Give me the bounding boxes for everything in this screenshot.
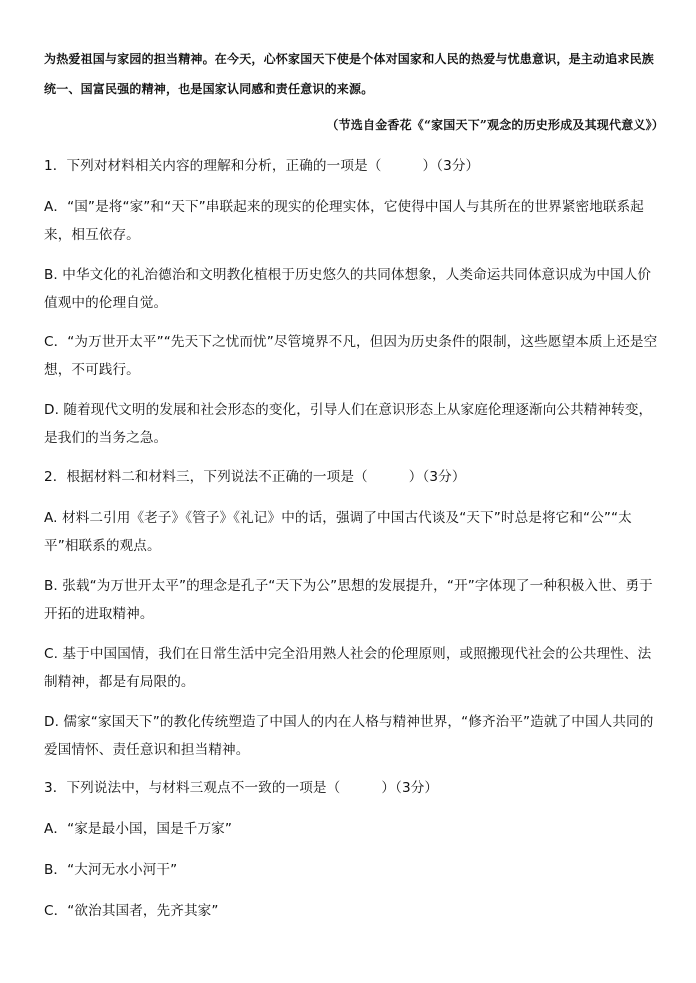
passage-text: 为热爱祖国与家园的担当精神。在今天，心怀家国天下使是个体对国家和人民的热爱与忧患意识，是主动追求民族统一、国富民强的精神，也是国家认同感和责任意识的来源。 — [44, 52, 655, 96]
question-2-stem: 2．根据材料二和材料三，下列说法不正确的一项是（ ）（3分） — [44, 469, 466, 485]
question-1-option-b: B. 中华文化的礼治德治和文明教化植根于历史悠久的共同体想象，人类命运共同体意识成为中国人价值观中的伦理自觉。 — [44, 267, 652, 311]
question-1-option-c: C．“为万世开太平”“先天下之忧而忧”尽管境界不凡，但因为历史条件的限制，这些愿望本质上还是空想，不可践行。 — [44, 334, 658, 378]
passage-source: （节选自金香花《“家国天下”观念的历史形成及其现代意义》） — [326, 118, 664, 132]
question-3-stem: 3．下列说法中，与材料三观点不一致的一项是（ ）（3分） — [44, 780, 439, 796]
question-2-option-c: C. 基于中国国情，我们在日常生活中完全沿用熟人社会的伦理原则，或照搬现代社会的公共理性、法制精神，都是有局限的。 — [44, 646, 652, 690]
question-2-option-a: A. 材料二引用《老子》《管子》《礼记》中的话，强调了中国古代谈及“天下”时总是将它和“公”“太平”相联系的观点。 — [44, 510, 632, 554]
question-2-option-b: B. 张载“为万世开太平”的理念是孔子“天下为公”思想的发展提升，“开”字体现了一种积极入世、勇于开拓的进取精神。 — [44, 578, 653, 622]
question-3-option-a: A．“家是最小国，国是千万家” — [44, 821, 233, 837]
question-1-option-a: A．“国”是将“家”和“天下”串联起来的现实的伦理实体，它使得中国人与其所在的世界紧密地联系起来，相互依存。 — [44, 199, 645, 243]
question-3-option-b: B．“大河无水小河干” — [44, 862, 178, 878]
question-1-stem: 1．下列对材料相关内容的理解和分析，正确的一项是（ ）（3分） — [44, 158, 480, 174]
question-1-option-d: D. 随着现代文明的发展和社会形态的变化，引导人们在意识形态上从家庭伦理逐渐向公共精神转变，是我们的当务之急。 — [44, 402, 653, 446]
question-2-option-d: D. 儒家“家国天下”的教化传统塑造了中国人的内在人格与精神世界，“修齐治平”造就了中国人共同的爱国情怀、责任意识和担当精神。 — [44, 714, 654, 758]
question-3-option-c: C．“欲治其国者，先齐其家” — [44, 903, 219, 919]
